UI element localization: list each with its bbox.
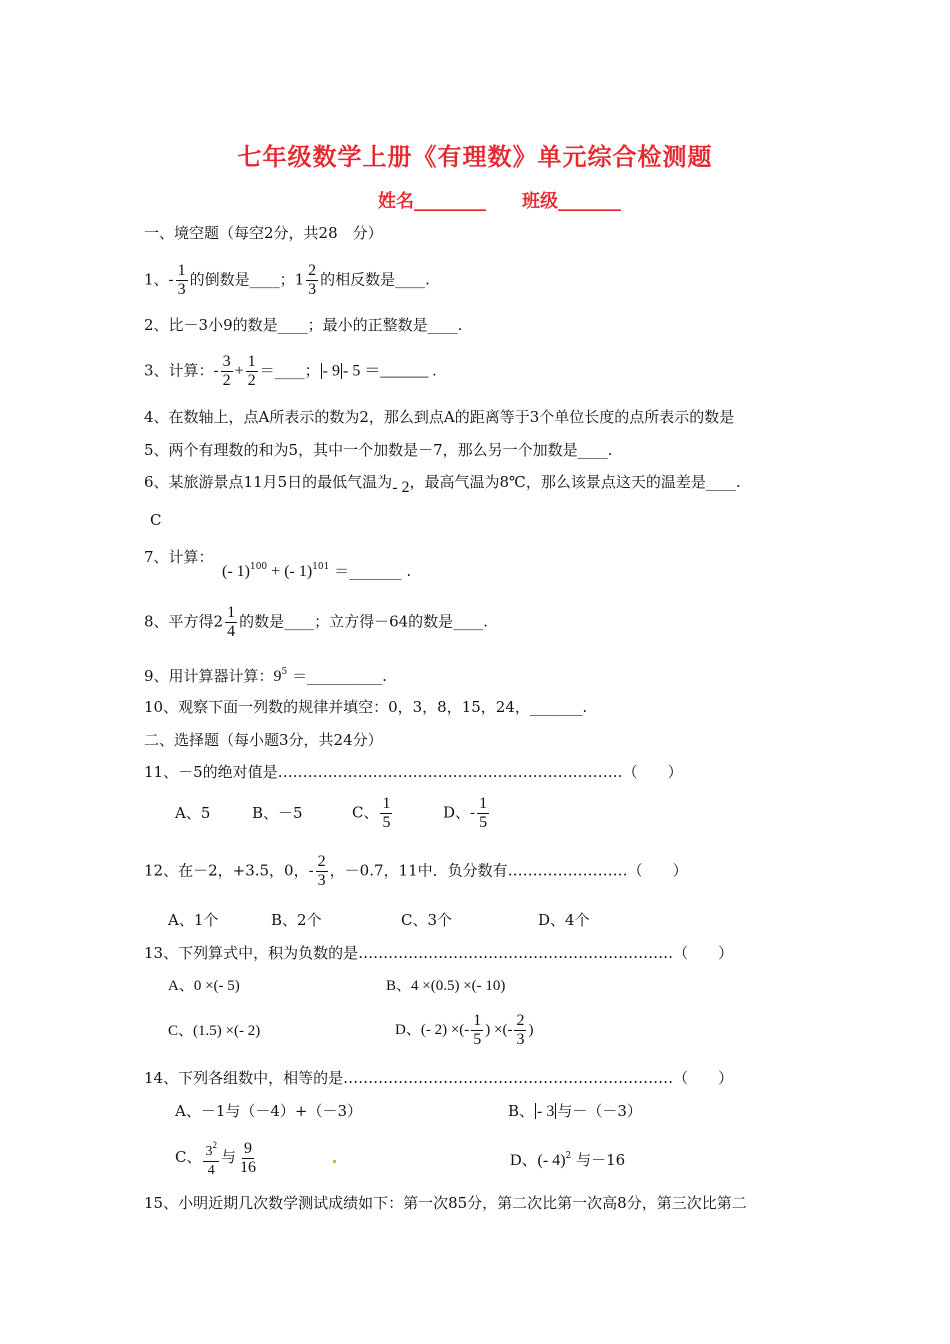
q11-option-d: D、- $\frac{1}{5}$ xyxy=(443,795,488,831)
question-6-unit: C xyxy=(150,511,162,529)
q13-option-a: A、0 ×(- 5) xyxy=(168,978,240,994)
q13-option-c: C、(1.5) ×(- 2) xyxy=(168,1023,261,1039)
q14-option-d: D、(- 4)$^2$ 与－16 xyxy=(510,1151,626,1169)
fraction: $\frac{1}{4}$ xyxy=(227,604,236,640)
fraction: $\frac{2}{3}$ xyxy=(308,262,317,298)
q13-option-b: B、4 ×(0.5) ×(- 10) xyxy=(386,978,506,994)
q11-option-a: A、5 xyxy=(175,804,211,822)
q14-option-b: B、 - 3 与－（－3） xyxy=(508,1102,642,1120)
question-4: 4、在数轴上，点A所表示的数为2，那么到点A的距离等于3个单位长度的点所表示的数是 xyxy=(144,408,735,426)
section-fill-blank: 一、境空题（每空2分，共28 分） xyxy=(144,224,383,242)
fraction: $\frac{1}{2}$ xyxy=(247,353,256,389)
question-7-expr: (- 1)$^{100}$ + (- 1)$^{101}$ ＝_______ . xyxy=(222,562,412,580)
q11-option-c: C、 $\frac{1}{5}$ xyxy=(352,795,391,831)
question-12: 12、在－2，+3.5，0，- $\frac{2}{3}$ ，－0.7，11中．负分数有……………………（ ） xyxy=(144,853,688,889)
question-15: 15、小明近期几次数学测试成绩如下：第一次85分，第二次比第一次高8分，第三次比第二 xyxy=(144,1194,747,1212)
section-multiple-choice: 二、选择题（每小题3分，共24分） xyxy=(144,731,383,749)
q12-option-a: A、1个 xyxy=(168,911,219,929)
question-8: 8、平方得2 $\frac{1}{4}$ 的数是____；立方得－64的数是____. xyxy=(144,604,488,640)
fraction: $\frac{3}{2}$ xyxy=(222,353,231,389)
q11-option-b: B、－5 xyxy=(252,804,303,822)
fraction: $\frac{2}{3}$ xyxy=(317,853,326,889)
question-1: 1、- $\frac{1}{3}$ 的倒数是____；1 $\frac{2}{3}$ 的相反数是____. xyxy=(144,262,430,298)
question-9: 9、用计算器计算：$9^5$ ＝__________. xyxy=(144,667,387,685)
q13-option-d: D、(- 2) ×(- $\frac{1}{5}$ ) ×(- $\frac{2}{3}$ ) xyxy=(395,1012,534,1048)
class-field: 班级_______ xyxy=(522,191,621,212)
fraction: $\frac{1}{3}$ xyxy=(177,262,186,298)
q12-option-d: D、4个 xyxy=(538,911,590,929)
question-5: 5、两个有理数的和为5，其中一个加数是－7，那么另一个加数是____. xyxy=(144,441,613,459)
stray-dot xyxy=(333,1160,336,1163)
question-3: 3、计算：- $\frac{3}{2}$ + $\frac{1}{2}$ ＝____； - 9 - 5 ＝______ . xyxy=(144,353,437,389)
page-title: 七年级数学上册《有理数》单元综合检测题 xyxy=(237,142,713,171)
question-2: 2、比－3小9的数是____；最小的正整数是____. xyxy=(144,316,463,334)
q12-option-c: C、3个 xyxy=(401,911,453,929)
question-11: 11、－5的绝对值是……………………………………………………………（ ） xyxy=(144,763,683,781)
question-14: 14、下列各组数中，相等的是…………………………………………………………（ ） xyxy=(144,1069,734,1087)
name-class-row xyxy=(378,187,621,213)
question-7-label: 7、计算： xyxy=(144,548,214,566)
name-field: 姓名________ xyxy=(378,191,486,212)
question-13: 13、下列算式中，积为负数的是………………………………………………………（ ） xyxy=(144,944,734,962)
question-10: 10、观察下面一列数的规律并填空：0，3，8，15，24，_______. xyxy=(144,698,588,716)
q14-option-c: C、 $\frac{3^2}{4}$ 与 $\frac{9}{16}$ xyxy=(175,1136,260,1180)
q14-option-a: A、－1与（－4）+（－3） xyxy=(175,1102,363,1120)
question-6: 6、某旅游景点11月5日的最低气温为- 2，最高气温为8℃，那么该景点这天的温差是____. xyxy=(144,473,741,496)
q12-option-b: B、2个 xyxy=(271,911,322,929)
